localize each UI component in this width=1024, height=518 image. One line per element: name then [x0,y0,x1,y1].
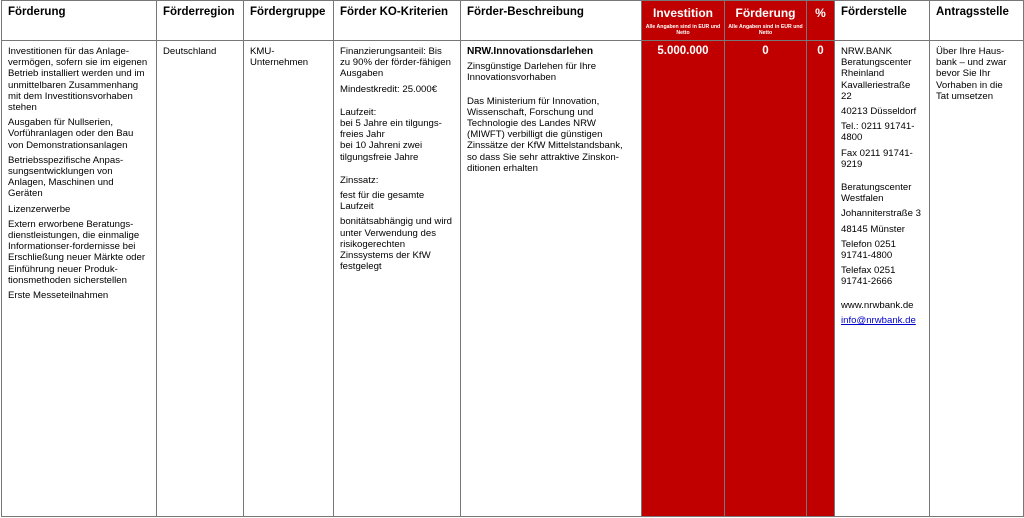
header-investition [642,1,725,41]
header-gruppe: Fördergruppe [244,1,334,41]
ko-laufzeit-2: bei 10 Jahreni zwei tilgungsfreie Jahre [340,140,423,163]
header-ko-kriterien: Förder KO-Kriterien [334,1,461,41]
header-row [2,1,1024,41]
cell-beschreibung [461,41,642,517]
stelle-center-1: Beratungscenter Rheinland [841,57,912,80]
cell-region: Deutschland [157,41,244,517]
cell-prozent: 0 [807,41,835,517]
beschreibung-text-2: Das Ministerium für Innovation, Wissenschaft, Forschung und Technologie des Landes NRW (MIWFT) verbilligt die günstigen Zinssätze der KfW Mittelstandsbank, so dass Sie sehr attraktive Zinskon-ditionen erhalten [467,95,623,174]
ko-finanzierung: Finanzierungsanteil: Bis zu 90% der förder-fähigen Ausgaben [340,46,451,80]
header-foerderbetrag-note: Alle Angaben sind in EUR und Netto [728,24,803,37]
foerderung-item: Investitionen für das Anlage-vermögen, sofern sie im eigenen Betrieb installiert werden und im unmittelbaren Zusammenhang mit dem Investitionsvorhaben stehen [8,46,148,114]
stelle-fax-2: Telefax 0251 91741-2666 [841,265,896,288]
header-antragsstelle: Antragsstelle [930,1,1024,41]
foerderung-item: Extern erworbene Beratungs-dienstleistungen, die einmalige Informationser-fordernisse bei Erschließung neuer Märkte oder Einführung neuer Produk-tionsmethoden sicherstellen [8,218,146,286]
stelle-tel-1: Tel.: 0211 91741-4800 [841,121,915,144]
header-beschreibung: Förder-Beschreibung [461,1,642,41]
cell-foerderung [2,41,157,517]
ko-laufzeit-1: bei 5 Jahre ein tilgungs-freies Jahr [340,118,442,141]
foerder-table [1,0,1024,517]
stelle-city-2: 48145 Münster [841,223,905,235]
stelle-street-2: Johanniterstraße 3 [841,208,921,220]
foerderung-item: Erste Messeteilnahmen [8,290,109,302]
beschreibung-text-1: Zinsgünstige Darlehen für Ihre Innovationsvorhaben [467,61,597,84]
cell-foerderstelle [835,41,930,517]
ko-zins-title: Zinssatz: [340,174,379,186]
stelle-web: www.nrwbank.de [841,299,914,311]
foerderung-item: Ausgaben für Nullserien, Vorführanlagen oder den Bau von Demonstrationsanlagen [8,117,134,151]
header-investition-label: Investition [652,6,713,20]
cell-investition: 5.000.000 [642,41,725,517]
header-prozent [807,1,835,41]
header-prozent-label: % [815,6,826,20]
header-foerderstelle: Förderstelle [835,1,930,41]
ko-mindestkredit: Mindestkredit: 25.000€ [340,83,438,95]
header-region: Förderregion [157,1,244,41]
ko-zins-1: fest für die gesamte Laufzeit [340,190,425,213]
beschreibung-title: NRW.Innovationsdarlehen [467,46,594,57]
header-foerderung: Förderung [2,1,157,41]
foerderung-item: Betriebsspezifische Anpas-sungsentwicklungen von Anlagen, Maschinen und Geräten [8,154,124,200]
stelle-street-1: Kavalleriestraße 22 [841,79,911,102]
header-foerderbetrag [725,1,807,41]
table-row [2,41,1024,517]
header-foerderbetrag-label: Förderung [735,6,796,20]
cell-ko-kriterien [334,41,461,517]
cell-antragsstelle: Über Ihre Haus-bank – und zwar bevor Sie Ihr Vorhaben in die Tat umsetzen [930,41,1024,517]
stelle-name: NRW.BANK [841,46,892,57]
cell-foerderbetrag: 0 [725,41,807,517]
stelle-email-link[interactable]: info@nrwbank.de [841,314,916,326]
ko-laufzeit-title: Laufzeit: [340,106,377,118]
ko-zins-2: bonitätsabhängig und wird unter Verwendung des risikogerechten Zinssystems der KfW festgelegt [340,216,453,273]
stelle-tel-2: Telefon 0251 91741-4800 [841,238,896,262]
stelle-fax-1: Fax 0211 91741-9219 [841,147,913,170]
cell-gruppe: KMU-Unternehmen [244,41,334,517]
foerderung-item: Lizenzerwerbe [8,203,71,215]
stelle-center-2: Beratungscenter Westfalen [841,182,912,205]
stelle-city-1: 40213 Düsseldorf [841,106,917,118]
header-investition-note: Alle Angaben sind in EUR und Netto [645,24,721,37]
